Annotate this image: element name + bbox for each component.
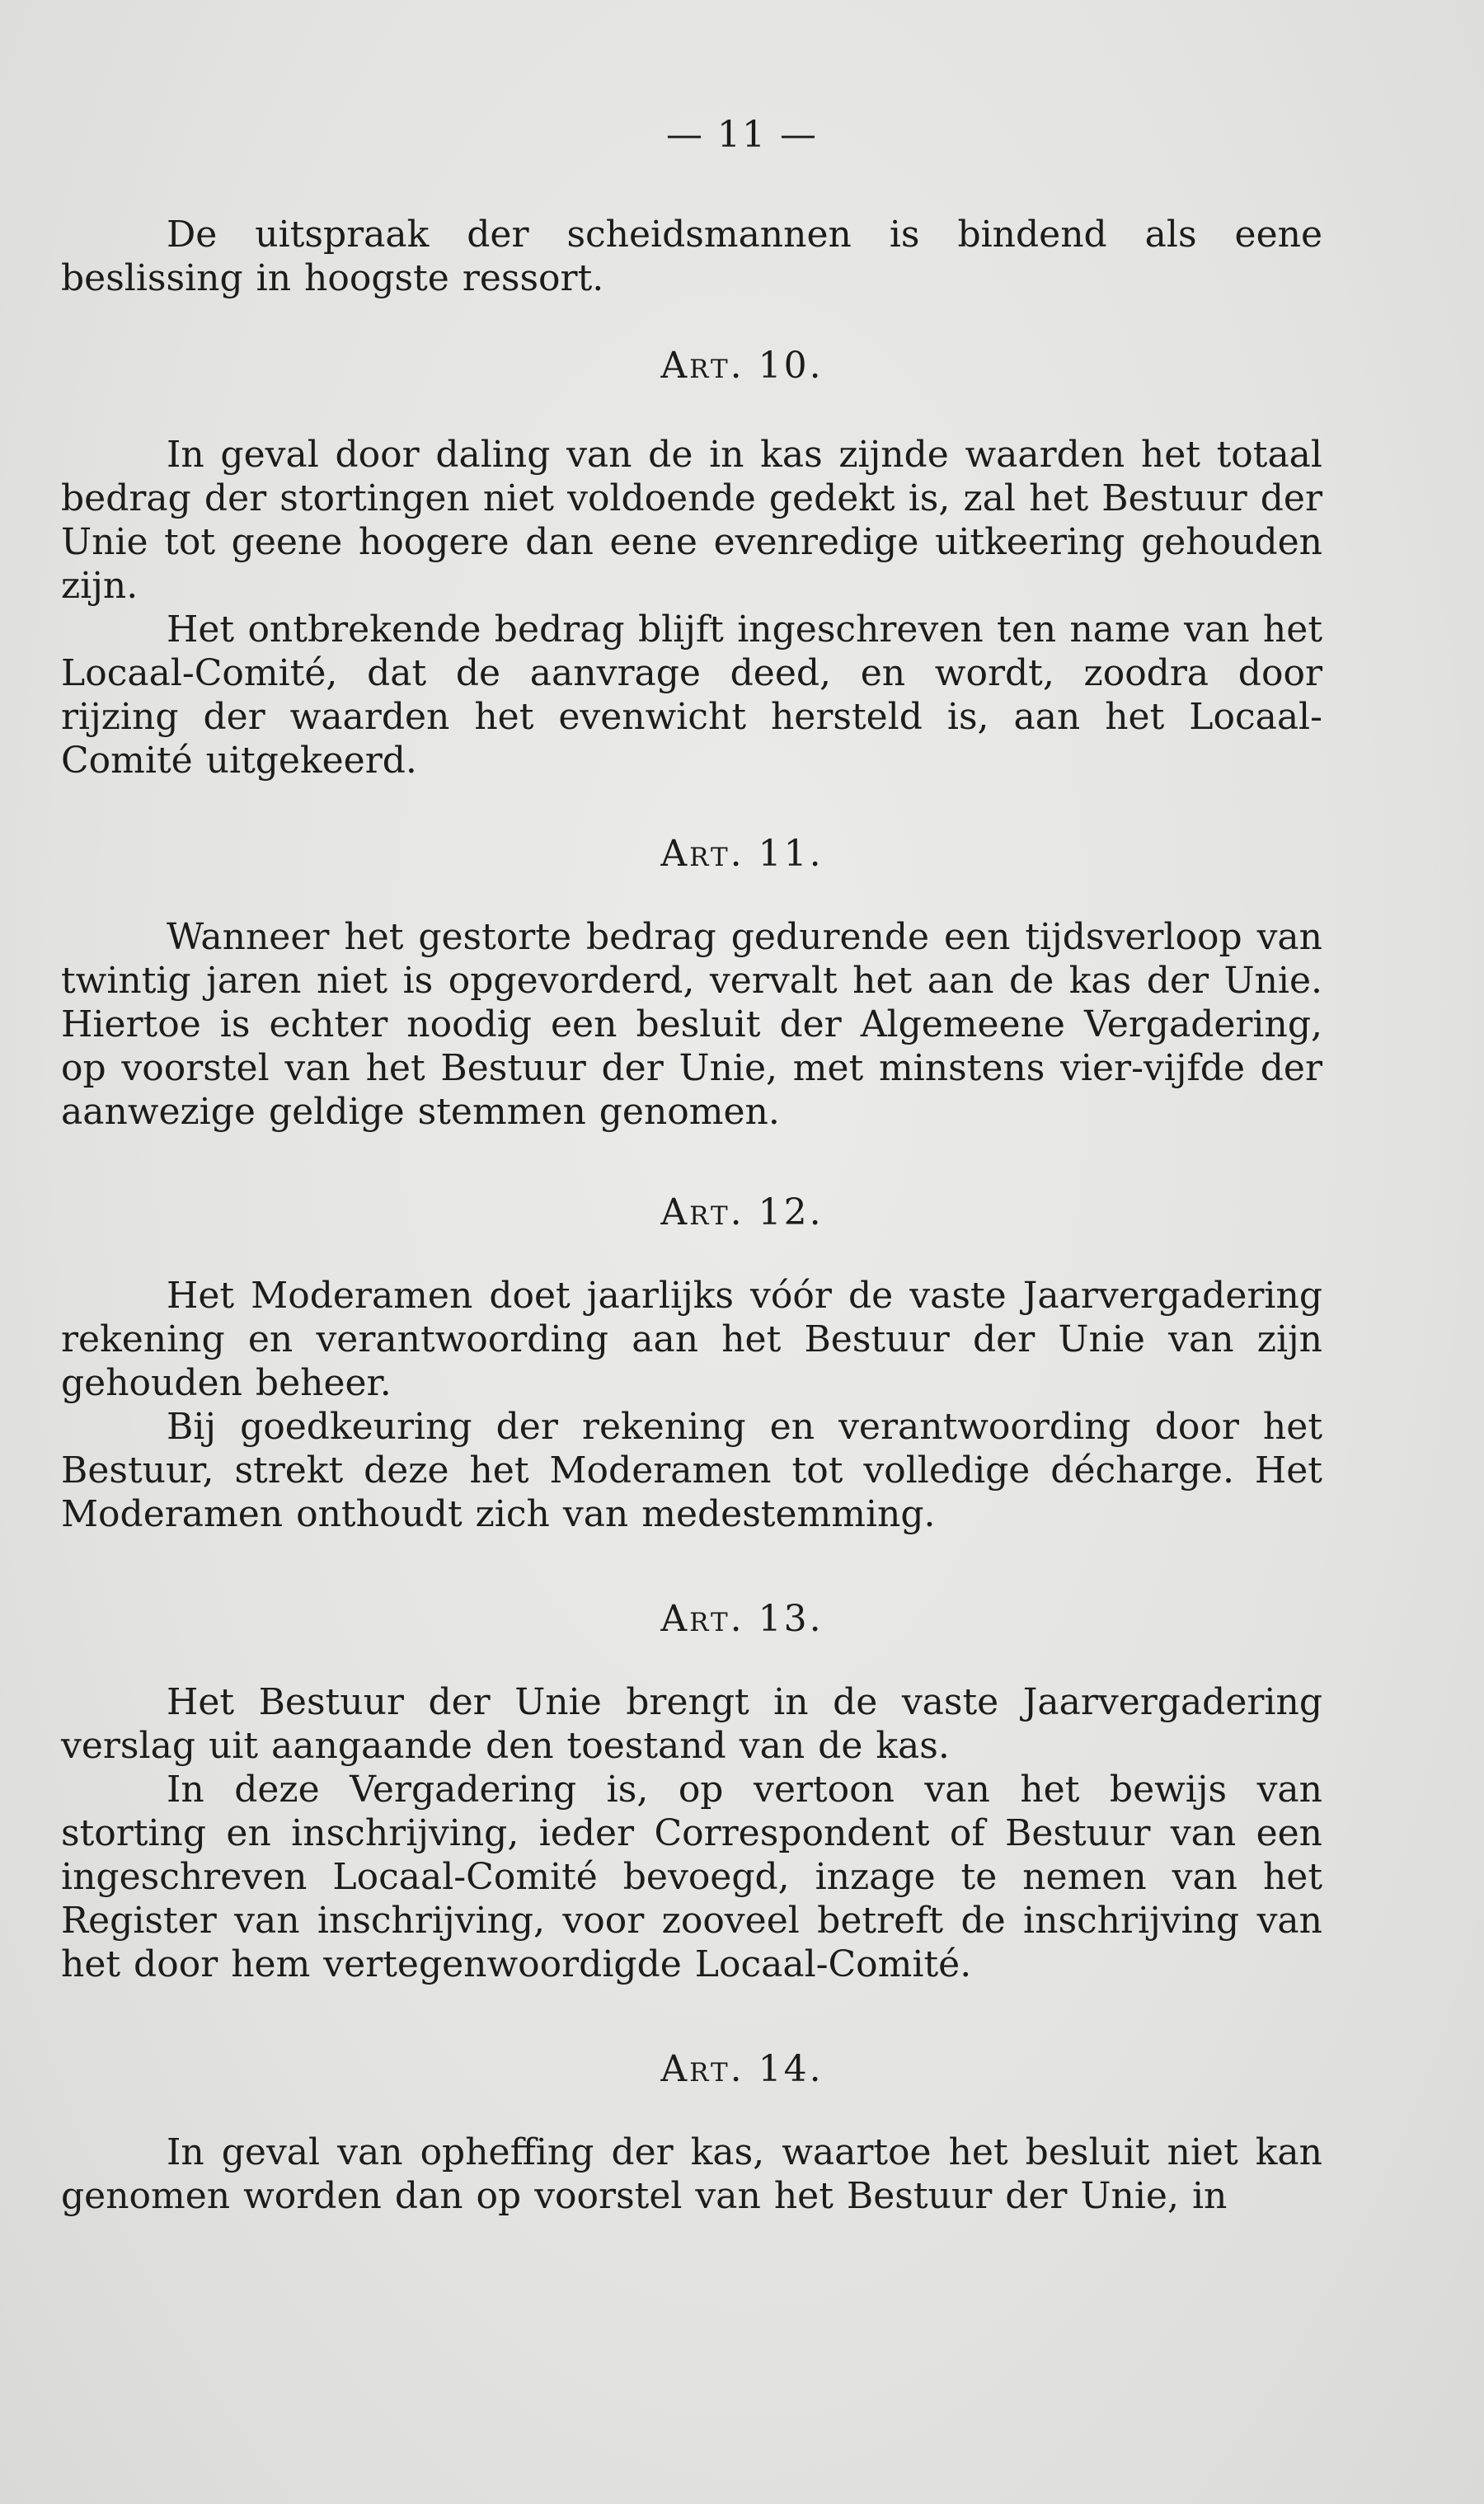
article-11-heading: Art. 11.: [660, 833, 824, 875]
article-12-body: [61, 1274, 1322, 1536]
article-12-heading-wrap: [0, 1191, 1484, 1233]
article-13-paragraph-2: In deze Vergadering is, op vertoon van het bewijs van storting en inschrijving, ieder Correspondent of Bestuur van een ingeschreven Locaal-Comité bevoegd, inzage te nemen van het Register van inschrijving, voor zooveel betreft de inschrijving van het door hem vertegenwoordigde Locaal-Comité.: [61, 1769, 1322, 1985]
article-13-body: [61, 1680, 1322, 1986]
article-13-paragraph-1: Het Bestuur der Unie brengt in de vaste Jaarvergadering verslag uit aangaande den toestand van de kas.: [61, 1681, 1322, 1767]
intro-section: [61, 213, 1322, 300]
article-10-heading: Art. 10.: [660, 345, 824, 387]
page-number: — 11 —: [666, 114, 818, 156]
article-14-heading: Art. 14.: [660, 2048, 824, 2090]
article-11-body: [61, 915, 1322, 1134]
article-14-body: [61, 2131, 1322, 2218]
article-12-paragraph-2: Bij goedkeuring der rekening en verantwoording door het Bestuur, strekt deze het Moderamen tot volledige décharge. Het Moderamen onthoudt zich van medestemming.: [61, 1406, 1322, 1535]
article-13-heading-wrap: [0, 1598, 1484, 1640]
article-11-paragraph-1: Wanneer het gestorte bedrag gedurende een tijdsverloop van twintig jaren niet is opgevorderd, vervalt het aan de kas der Unie. Hiertoe is echter noodig een besluit der Algemeene Vergadering, op voorstel van het Bestuur der Unie, met minstens vier-vijfde der aanwezige geldige stemmen genomen.: [61, 916, 1322, 1133]
article-10-heading-wrap: [0, 345, 1484, 387]
article-10-body: [61, 433, 1322, 782]
article-11-heading-wrap: [0, 833, 1484, 875]
article-10-paragraph-2: Het ontbrekende bedrag blijft ingeschreven ten name van het Locaal-Comité, dat de aanvrage deed, en wordt, zoodra door rijzing der waarden het evenwicht hersteld is, aan het Locaal-Comité uitgekeerd.: [61, 608, 1322, 782]
article-14-paragraph-1: In geval van opheffing der kas, waartoe het besluit niet kan genomen worden dan op voorstel van het Bestuur der Unie, in: [61, 2131, 1322, 2217]
article-14-heading-wrap: [0, 2048, 1484, 2090]
article-12-paragraph-1: Het Moderamen doet jaarlijks vóór de vaste Jaarvergadering rekening en verantwoording aan het Bestuur der Unie van zijn gehouden beheer.: [61, 1275, 1322, 1404]
article-13-heading: Art. 13.: [660, 1598, 824, 1640]
intro-paragraph-1: De uitspraak der scheidsmannen is bindend als eene beslissing in hoogste ressort.: [61, 214, 1322, 299]
article-10-paragraph-1: In geval door daling van de in kas zijnde waarden het totaal bedrag der stortingen niet voldoende gedekt is, zal het Bestuur der Unie tot geene hoogere dan eene evenredige uitkeering gehouden zijn.: [61, 434, 1322, 607]
article-12-heading: Art. 12.: [660, 1191, 824, 1233]
